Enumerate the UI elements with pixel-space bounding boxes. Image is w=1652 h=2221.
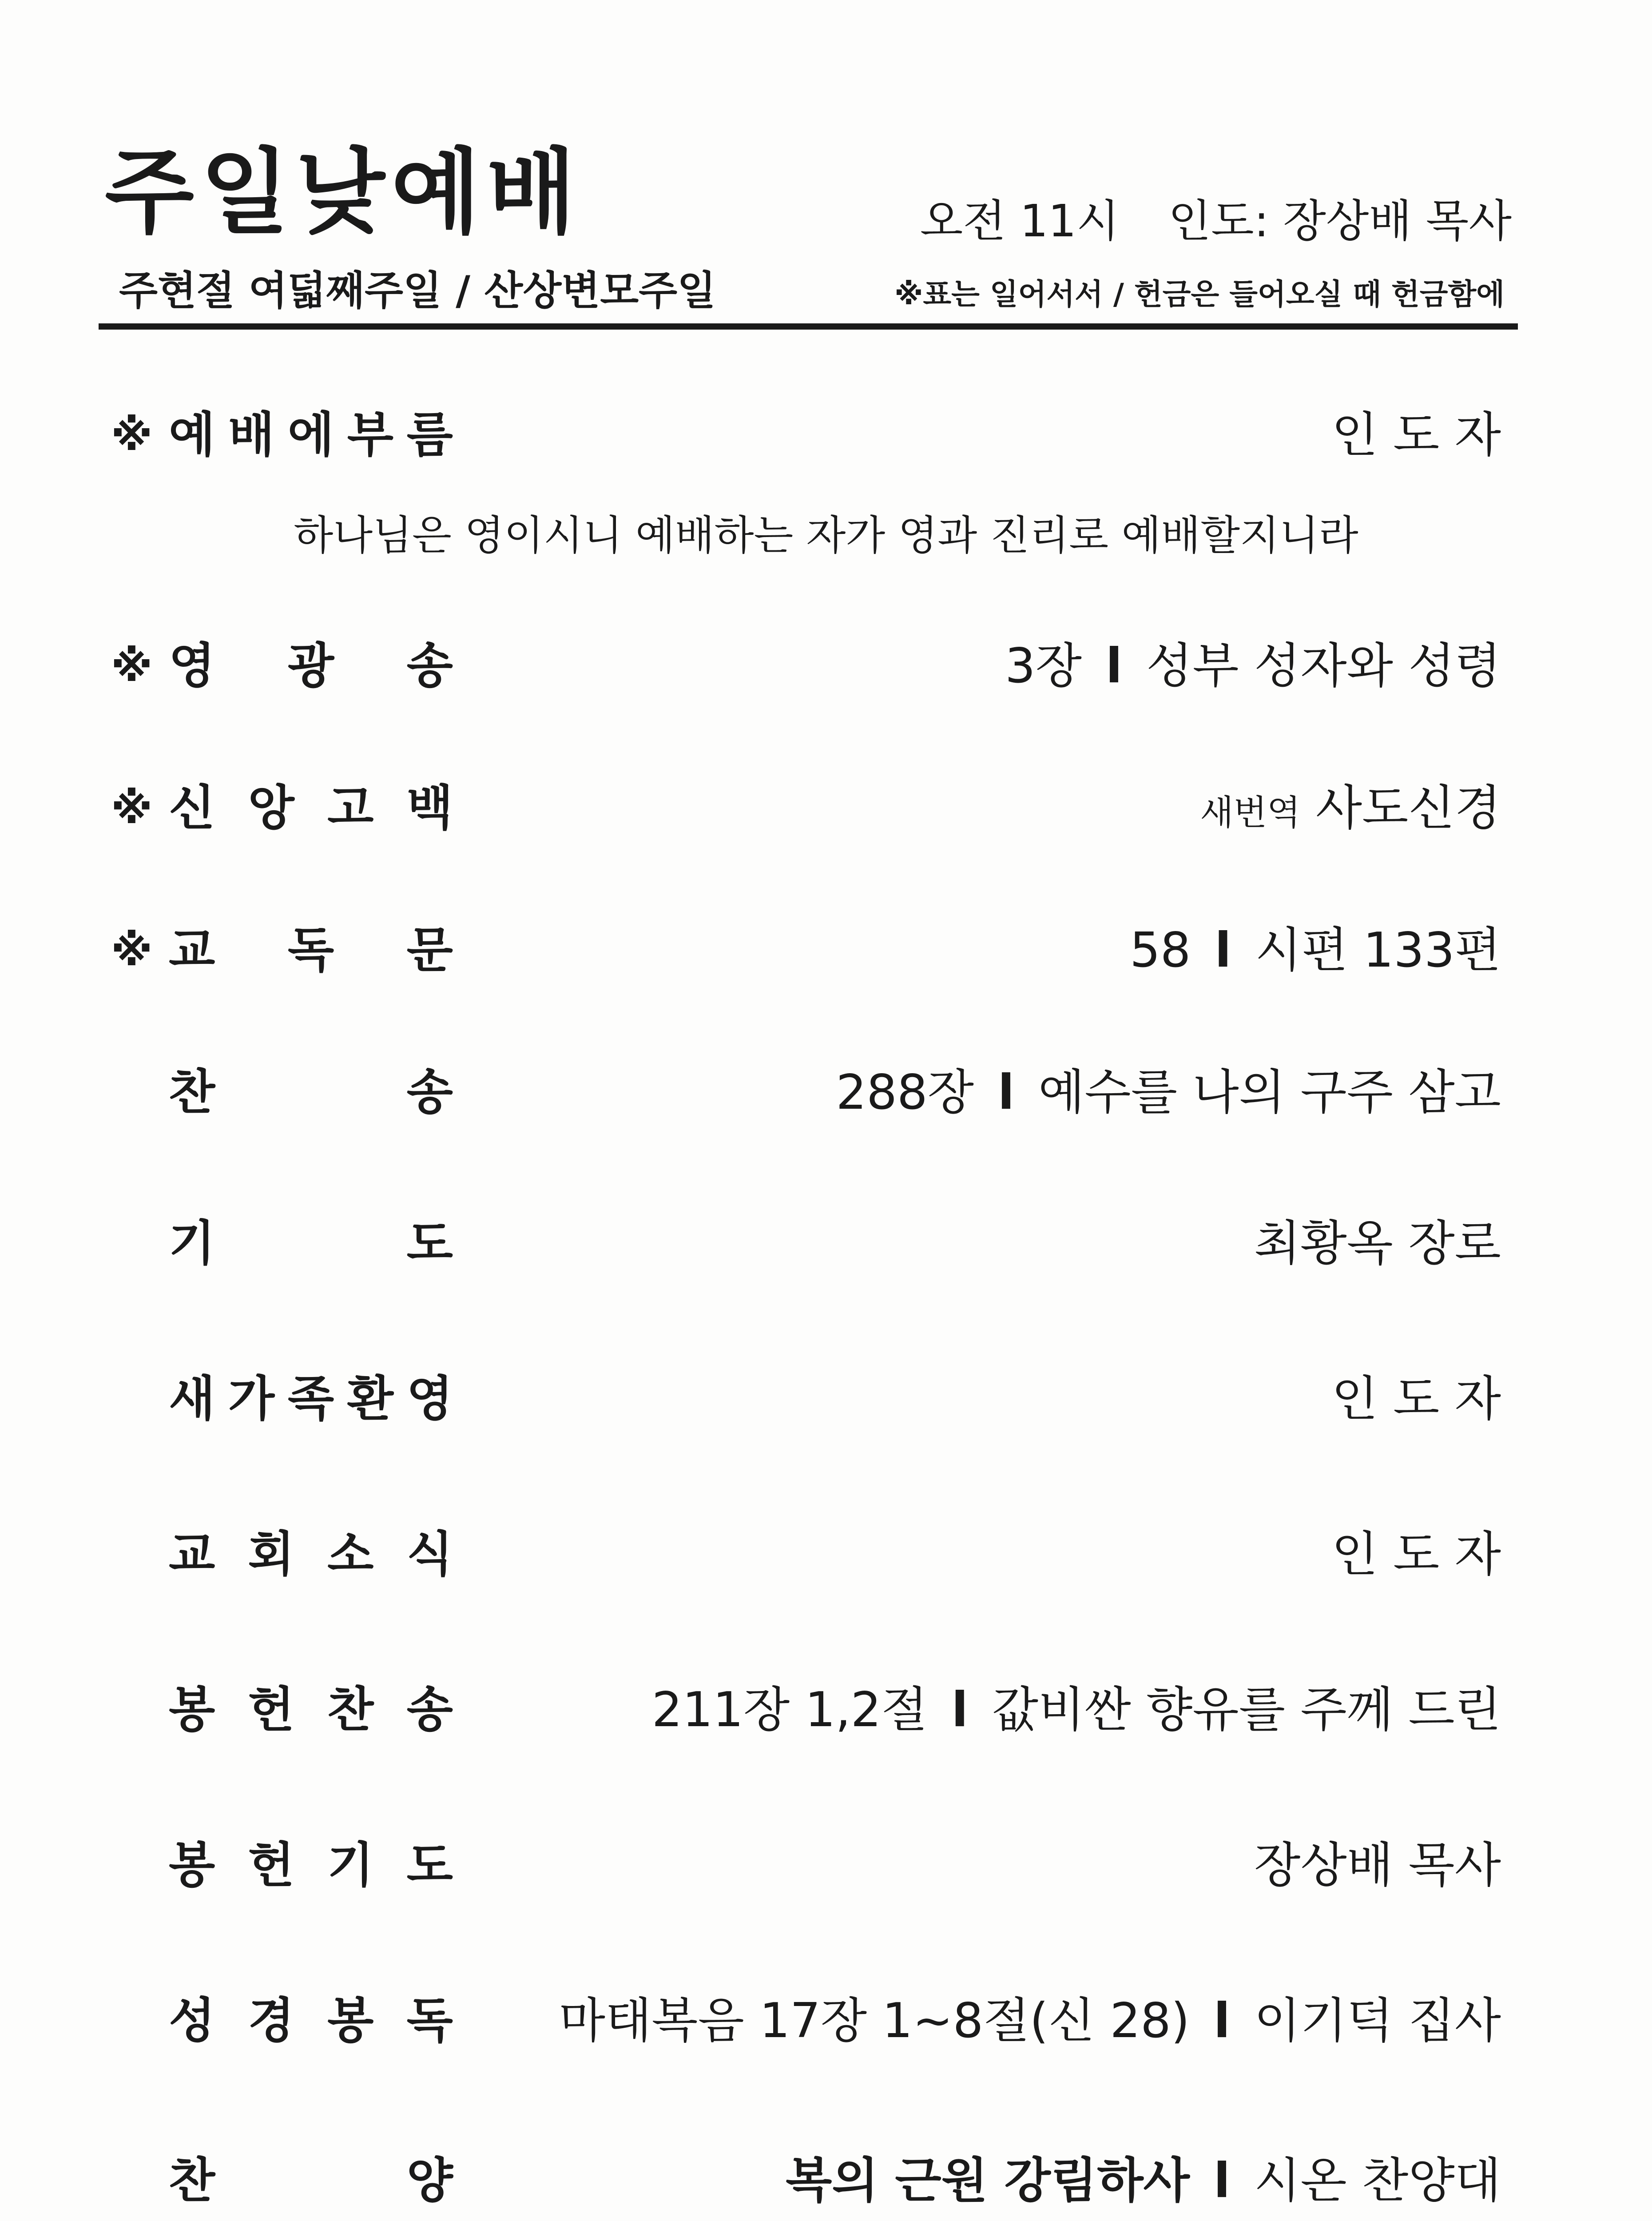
order-item-label: 영 광 송 [169,638,453,694]
order-item-value: 3장 l 성부 성자와 성령 [1005,638,1501,694]
order-item-prayer [0,1199,1652,1288]
order-item-label: 찬 양 [169,2153,453,2209]
order-item-scripture-reading [0,1977,1652,2066]
call-to-worship-verse: 하나님은 영이시니 예배하는 자가 영과 진리로 예배할지니라 [294,512,1358,559]
order-item-label: 봉 헌 기 도 [169,1838,453,1893]
order-item-value: 복의 근원 강림하사 l 시온 찬양대 [786,2153,1501,2209]
separator: l [1213,1993,1231,2049]
standing-mark: ※ [111,641,153,691]
order-item-announcements [0,1510,1652,1599]
order-item-value: 마태복음 17장 1~8절(신 28) l 이기덕 집사 [559,1993,1501,2049]
service-leader: 인도: 장상배 목사 [1168,195,1512,247]
separator: l [1213,2153,1231,2209]
order-item-creed [0,764,1652,853]
page-title: 주일낮예배 [105,139,582,247]
order-item-label: 교 독 문 [169,923,453,978]
order-item-value: 인 도 자 [1331,1527,1501,1582]
order-item-label: 새 가 족 환 영 [169,1371,453,1427]
order-item-value: 인 도 자 [1331,407,1501,463]
separator: l [951,1682,968,1738]
order-item-label: 예 배 에 부 름 [169,407,453,463]
order-item-label: 기 도 [169,1216,453,1271]
service-time-info [920,195,1512,247]
standing-mark: ※ [111,784,153,833]
order-item-label: 신 앙 고 백 [169,780,453,836]
order-item-label: 교 회 소 식 [169,1527,453,1582]
order-item-value: 211장 1,2절 l 값비싼 향유를 주께 드린 [651,1682,1501,1738]
order-item-label: 찬 송 [169,1065,453,1120]
order-item-anthem [0,2137,1652,2221]
standing-note: ※표는 일어서서 / 헌금은 들어오실 때 헌금함에 [894,277,1505,311]
header-divider [99,323,1518,330]
order-item-value: 장상배 목사 [1254,1838,1501,1893]
page-subtitle: 주현절 여덟째주일 / 산상변모주일 [119,267,716,314]
order-item-value: 새번역 사도신경 [1200,780,1501,836]
order-item-call-to-worship [0,391,1652,480]
separator: l [998,1065,1015,1120]
separator: l [1106,638,1123,694]
standing-mark: ※ [111,926,153,975]
order-item-offertory-hymn [0,1666,1652,1755]
order-item-value: 58 l 시편 133편 [1130,923,1501,978]
order-item-value: 288장 l 예수를 나의 구주 삼고 [836,1065,1501,1120]
order-item-hymn [0,1048,1652,1137]
order-item-value: 인 도 자 [1331,1371,1501,1427]
order-item-welcome [0,1355,1652,1444]
separator: l [1215,923,1231,978]
order-item-label: 성 경 봉 독 [169,1993,453,2049]
standing-mark: ※ [111,410,153,460]
order-item-label: 봉 헌 찬 송 [169,1682,453,1738]
order-item-responsive-reading [0,906,1652,995]
order-item-offertory-prayer [0,1821,1652,1910]
order-item-value: 최황옥 장로 [1254,1216,1501,1271]
service-time: 오전 11시 [920,195,1120,247]
order-item-gloria [0,622,1652,711]
